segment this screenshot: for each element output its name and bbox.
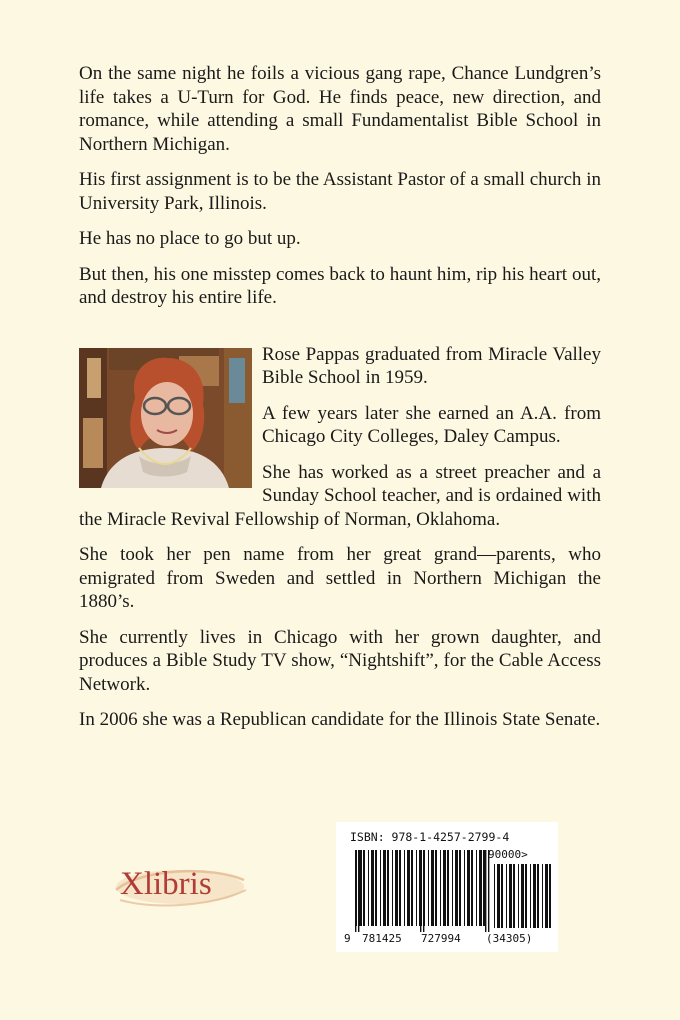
barcode-bar xyxy=(359,850,362,926)
barcode-bar xyxy=(506,864,507,928)
barcode-bar xyxy=(533,864,536,928)
barcode-bar xyxy=(392,850,393,926)
barcode-bar xyxy=(537,864,539,928)
barcode-bar xyxy=(399,850,401,926)
barcode-bar xyxy=(452,850,453,926)
publisher-logo xyxy=(112,860,252,912)
isbn-barcode xyxy=(336,822,558,952)
barcode-digits-right: 727994 xyxy=(421,932,461,945)
back-cover-text xyxy=(79,62,601,744)
bio-paragraph: She has worked as a street preacher and a Sunday School teacher, and is ordained with the Miracle Revival Fellowship of Norman, Oklahoma. xyxy=(79,461,601,530)
barcode-guard-bar xyxy=(423,850,424,932)
barcode-bar xyxy=(530,864,531,928)
bio-paragraph: She took her pen name from her great grand—parents, who emigrated from Sweden and settled in Northern Michigan the 1880’s. xyxy=(79,544,601,612)
barcode-bar xyxy=(521,864,524,928)
barcode-bar xyxy=(455,850,458,926)
barcode-bar xyxy=(501,864,503,928)
barcode-bar xyxy=(387,850,389,926)
barcode-bar xyxy=(467,850,470,926)
barcode-bar xyxy=(549,864,551,928)
bio-paragraph: Rose Pappas graduated from Miracle Valley Bible School in 1959. xyxy=(262,343,601,388)
barcode-bar xyxy=(371,850,374,926)
barcode-bar xyxy=(368,850,369,926)
barcode-guard-bar xyxy=(420,850,421,932)
synopsis-paragraph: On the same night he foils a vicious gang rape, Chance Lundgren’s life takes a U-Turn for God. He finds peace, new direction, and romance, while attending a small Fundamentalist Bible School in Northern Michigan. xyxy=(79,63,601,155)
isbn-label: ISBN: 978-1-4257-2799-4 xyxy=(350,830,510,844)
barcode-bar xyxy=(525,864,527,928)
barcode-bar xyxy=(383,850,386,926)
bio-paragraph: In 2006 she was a Republican candidate for the Illinois State Senate. xyxy=(79,709,601,730)
barcode-bar xyxy=(443,850,446,926)
barcode-bar xyxy=(363,850,365,926)
barcode-bar xyxy=(407,850,410,926)
barcode-bar xyxy=(479,850,482,926)
barcode-bar xyxy=(509,864,512,928)
barcode-bar xyxy=(447,850,449,926)
barcode-bar xyxy=(459,850,461,926)
publisher-logo-text: Xlibris xyxy=(120,866,212,902)
barcode-guard-bar xyxy=(355,850,356,932)
barcode-guard-bar xyxy=(485,850,486,932)
barcode-bar xyxy=(411,850,413,926)
barcode-bar xyxy=(483,850,485,926)
barcode-bar xyxy=(464,850,465,926)
barcode-bar xyxy=(440,850,441,926)
barcode-bar xyxy=(542,864,543,928)
book-synopsis xyxy=(79,62,601,310)
barcode-bar xyxy=(375,850,377,926)
barcode-addon-code: (34305) xyxy=(486,932,533,945)
barcode-bar xyxy=(416,850,417,926)
bio-paragraph: A few years later she earned an A.A. from Chicago City Colleges, Daley Campus. xyxy=(262,402,601,447)
author-bio xyxy=(79,343,601,732)
synopsis-paragraph: He has no place to go but up. xyxy=(79,228,301,249)
synopsis-paragraph: His first assignment is to be the Assistant Pastor of a small church in University Park, Illinois. xyxy=(79,169,601,214)
barcode-bar xyxy=(545,864,548,928)
barcode-bar xyxy=(476,850,477,926)
author-photo xyxy=(79,348,252,488)
barcode-bar xyxy=(513,864,515,928)
barcode-bar xyxy=(380,850,381,926)
barcode-bar xyxy=(395,850,398,926)
bio-paragraph: She currently lives in Chicago with her grown daughter, and produces a Bible Study TV show, “Nightshift”, for the Cable Access Network. xyxy=(79,626,601,695)
barcode-bar xyxy=(431,850,434,926)
price-addon-digits: 90000> xyxy=(488,848,528,861)
barcode-digits-left: 781425 xyxy=(362,932,402,945)
barcode-bar xyxy=(494,864,495,928)
barcode-bar xyxy=(471,850,473,926)
barcode-guard-bar xyxy=(358,850,359,932)
barcode-bar xyxy=(404,850,405,926)
barcode-guard-bar xyxy=(488,850,489,932)
barcode-digit-first: 9 xyxy=(344,932,351,945)
barcode-bar xyxy=(435,850,437,926)
barcode-bar xyxy=(428,850,429,926)
barcode-bar xyxy=(497,864,500,928)
barcode-bar xyxy=(518,864,519,928)
synopsis-paragraph: But then, his one misstep comes back to haunt him, rip his heart out, and destroy his entire life. xyxy=(79,263,601,308)
